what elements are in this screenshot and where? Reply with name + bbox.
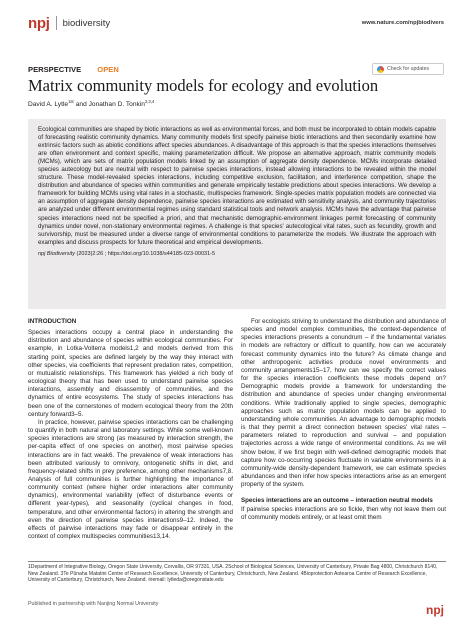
subsection-heading: Species interactions are an outcome – interaction neutral models — [241, 497, 433, 505]
author-affiliation: 1✉ — [68, 99, 74, 104]
journal-name: biodiversity — [62, 17, 111, 29]
article-title: Matrix community models for ecology and evolution — [28, 76, 379, 95]
author-list — [28, 99, 154, 108]
citation-doi[interactable]: (2023)2:26 ; https://doi.org/10.1038/s44185-023-00031-5 — [75, 250, 216, 257]
body-column-left — [28, 318, 233, 541]
crossmark-icon — [377, 66, 384, 73]
body-paragraph: Species interactions occupy a central place in understanding the distribution and abundance of species within ecological communities. For example, in Lotka-Volterra models1,2 and models derived from this starting point, species are defined largely by the way they interact with other species, via coefficients that represent predation rates, competition, or mutualistic relationships. This framework has yielded a rich body of ecological theory that has been used to understand pairwise species interactions, assembly and disassembly of communities, and the dynamics of entire ecosystems. The study of species interactions has been one of the cornerstones of modern ecological theory from the 20th century forward3–5. — [28, 329, 233, 418]
affiliations: 1Department of Integrative Biology, Oregon State University, Corvallis, OR 97331, USA. 2School of Biological Sciences, University of Canterbury, Private Bag 4800, Christchurch 8140, New Zealand. 3Te Pūnaha Matatini Centre of Research Excellence, University of Canterbury, Christchurch, New Zealand. 4Bioprotection Aotearoa Centre of Research Excellence, University of Canterbury, Christchurch, New Zealand. ✉email: lytleda@oregonstate.edu — [28, 564, 438, 584]
body-column-right — [241, 318, 446, 522]
footer-npj-logo: npj — [426, 603, 444, 617]
open-access-badge: OPEN — [97, 65, 119, 74]
citation-line — [38, 251, 436, 257]
abstract-box — [28, 119, 446, 309]
article-tags — [28, 65, 119, 74]
author-join[interactable]: and Jonathan D. Tonkin — [75, 101, 145, 109]
section-heading: INTRODUCTION — [28, 318, 77, 325]
journal-header — [28, 14, 110, 32]
check-updates-label: Check for updates — [387, 66, 430, 72]
author-affiliation: 2,3,4 — [144, 99, 155, 104]
body-paragraph: If pairwise species interactions are so fickle, then why not leave them out of community models entirely, or at least omit them — [241, 505, 446, 522]
citation-journal: npj Biodiversity — [38, 250, 75, 257]
npj-logo[interactable]: npj — [28, 14, 50, 32]
abstract-text: Ecological communities are shaped by biotic interactions as well as environmental forces, and both must be incorporated to obtain models capable of forecasting realistic community dynamics. Many community models first specify pairwise biotic interactions and then secondarily examine how extrinsic factors such as abiotic conditions affect species abundances. A disadvantage of this approach is that the species interactions themselves are often environment and context specific, making parameterization difficult. We propose an alternative approach, matrix community models (MCMs), which are sets of matrix population models linked by an assumption of aggregate density dependence. MCMs incorporate detailed species autecology but are neutral with respect to pairwise species interactions, instead allowing interactions to be revealed within the model structure. These model-revealed species interactions, including competitive exclusion, facilitation, and interference competition, shape the distribution and abundance of species within communities and generate empirically testable predictions about species interactions. We develop a framework for building MCMs using vital rates in a stochastic, multispecies framework. Single-species matrix population models are connected via an assumption of aggregate density dependence, pairwise species interactions are estimated with sensitivity analysis, and community trajectories are analyzed under different environmental regimes using standard statistical tools and network analysis. MCMs have the advantage that pairwise species interactions need not be specified a priori, and that mechanistic demographic-environment linkages permit forecasting of community dynamics under novel, non-stationary environmental regimes. A challenge is that species' autecological vital rates, such as fecundity, growth and survivorship, must be measured under a diverse range of environmental conditions to parameterize the models. We illustrate the approach with examples and discuss prospects for future theoretical and empirical developments. — [38, 126, 436, 246]
body-paragraph: In practice, however, pairwise species interactions can be challenging to quantify in both natural and laboratory settings. While some well-known species interactions are strong (as measured by interaction strength, the per-capita effect of one species on another), most pairwise species interactions are in fact weak6. The prevalence of weak interactions has been attributed variously to omnivory, ontogenetic shifts in diet, and frequency-related shifts in prey preference, among other mechanisms7,8. Analysis of full communities is further highlighting the importance of community context (where higher order interactions alter community dynamics), environmental variability (effect of disturbance events or different year-types), and seasonality (cyclical changes in food, temperature, and other environmental factors) in altering the strength and even the direction of pairwise species interactions9–12. Indeed, the effects of pairwise interactions may fade or disappear entirely in the context of complex multispecies communities13,14. — [28, 418, 233, 541]
header-divider — [56, 16, 57, 30]
author-name[interactable]: David A. Lytle — [28, 101, 69, 109]
footnote-divider — [28, 561, 446, 562]
journal-url[interactable]: www.nature.com/npjbiodivers — [361, 20, 444, 26]
article-type: PERSPECTIVE — [28, 65, 82, 74]
publisher-note: Published in partnership with Nanjing Normal University — [28, 601, 159, 607]
check-updates-button[interactable] — [372, 63, 444, 75]
body-paragraph: For ecologists striving to understand the distribution and abundance of species and model complex communities, the context-dependence of species interactions presents a conundrum – if the fundamental variates in models are refractory or difficult to quantify, how can we accurately forecast community dynamics into the future? As climate change and other anthropogenic activities produce novel environments and community arrangements15–17, how can we specify the correct values for the species interaction coefficients these models depend on? Demographic models provide a framework for understanding the distribution and abundance of species under changing environmental conditions. While traditionally applied to single species, demographic approaches such as matrix population models can be applied to understanding whole communities. An advantage to demographic models is that they permit a direct connection between species' vital rates – parameters related to reproduction and survival – and population trajectories across a wide range of environmental conditions. As we will show below, if we first begin with well-defined demographic models that capture how co-occurring species fluctuate in variable environments in a community-wide density-dependent framework, we can estimate species abundances and then infer how species interactions arise as an emergent property of the system. — [241, 318, 446, 489]
